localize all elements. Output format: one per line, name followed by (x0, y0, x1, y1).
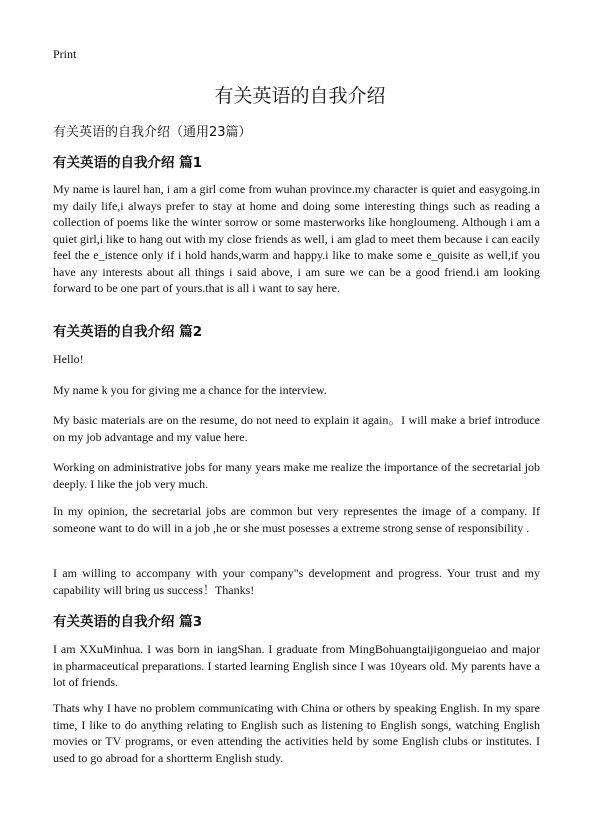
paragraph: Hello! (53, 352, 84, 366)
document-subtitle: 有关英语的自我介绍（通用23篇） (53, 125, 252, 140)
paragraph: My name is laurel han, i am a girl come from wuhan province.my character is quiet and easygoing.in my daily life,i always prefer to stay at home and doing some interesting things such as reading a collection of poems like the winter sorrow or some masterworks like hongloumeng. Although i am a quiet girl,i like to hang out with my close friends as well, i am glad to meet them because i can eacily feel the e_istence only if i hold hands,warm and happy.i like to make some e_quisite as well,if you have any interests about all things i said above, i am sure we can be a good friend.i am looking forward to be one part of yours.that is all i want to say here. (53, 182, 540, 295)
paragraph: Thats why I have no problem communicating with China or others by speaking English. In my spare time, I like to do anything relating to English such as listening to English songs, watching English movies or TV programs, or even attending the activities held by some English clubs or institutes. I used to go abroad for a shortterm English study. (53, 701, 540, 765)
section-heading: 有关英语的自我介绍 篇2 (53, 324, 203, 340)
paragraph: My basic materials are on the resume, do not need to explain it again。I will make a brief introduce on my job advantage and my value here. (53, 413, 540, 444)
paragraph: I am willing to accompany with your company"s development and progress. Your trust and my capability will bring us success！Thanks! (53, 566, 540, 597)
paragraph: Working on administrative jobs for many years make me realize the importance of the secretarial job deeply. I like the job very much. (53, 460, 540, 491)
print-link[interactable]: Print (53, 47, 77, 61)
paragraph: My name k you for giving me a chance for the interview. (53, 383, 327, 397)
paragraph: In my opinion, the secretarial jobs are common but very representes the image of a company. If someone want to do will in a job ,he or she must posesses a extreme strong sense of responsibility . (53, 504, 540, 535)
section-heading: 有关英语的自我介绍 篇1 (53, 155, 203, 171)
section-heading: 有关英语的自我介绍 篇3 (53, 614, 203, 630)
document-title: 有关英语的自我介绍 (214, 85, 386, 107)
paragraph: I am XXuMinhua. I was born in iangShan. I graduate from MingBohuangtaijigongueiao and major in pharmaceutical preparations. I started learning English since I was 10years old. My parents have a lot of friends. (53, 642, 540, 689)
